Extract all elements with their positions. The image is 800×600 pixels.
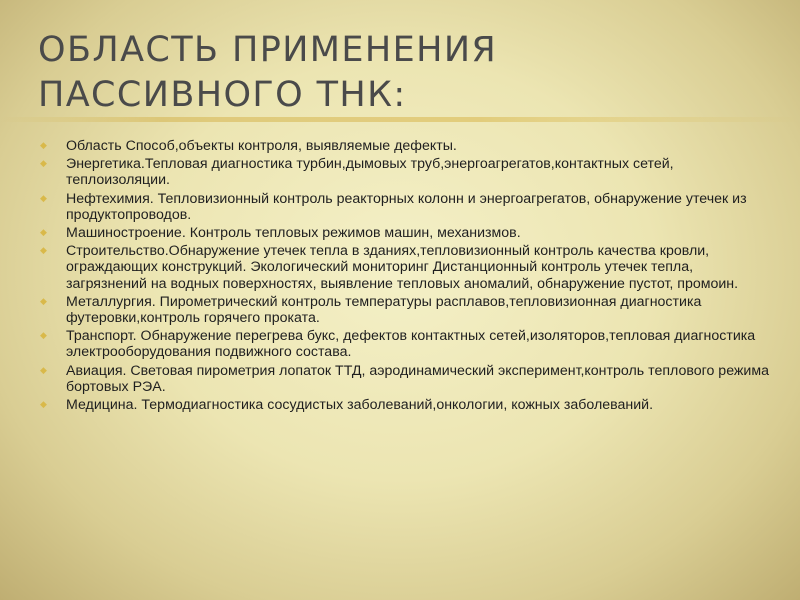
list-item (40, 397, 775, 413)
list-item (40, 328, 775, 360)
list-item-text: Строительство.Обнаружение утечек тепла в зданиях,тепловизионный контроль качества кровли, ограждающих конструкций. Экологический мониторинг Дистанционный контроль утечек тепла, загрязнений на водных поверхностях, выявление тепловых аномалий, обнаружение пустот, промоин. (66, 243, 739, 292)
list-item (40, 225, 775, 241)
list-item (40, 191, 775, 223)
diamond-bullet-icon: ◆ (40, 330, 47, 341)
list-item (40, 156, 775, 188)
diamond-bullet-icon: ◆ (40, 192, 47, 203)
list-item-text: Машиностроение. Контроль тепловых режимов машин, механизмов. (66, 225, 521, 242)
list-item (40, 138, 775, 154)
list-item-text: Авиация. Световая пирометрия лопаток ТТД, аэродинамический эксперимент,контроль теплового режима бортовых РЭА. (66, 362, 769, 395)
list-item-text: Металлургия. Пирометрический контроль температуры расплавов,тепловизионная диагностика футеровки,контроль горячего проката. (66, 293, 702, 327)
diamond-bullet-icon: ◆ (40, 399, 47, 410)
diamond-bullet-icon: ◆ (40, 227, 47, 238)
content-list (40, 138, 775, 415)
list-item (40, 243, 775, 292)
list-item-text: Транспорт. Обнаружение перегрева букс, дефектов контактных сетей,изоляторов,тепловая диагностика электрооборудования подвижного состава. (66, 328, 756, 361)
list-item-text: Медицина. Термодиагностика сосудистых заболеваний,онкологии, кожных заболеваний. (66, 397, 654, 414)
list-item (40, 294, 775, 326)
diamond-bullet-icon: ◆ (40, 158, 47, 169)
diamond-bullet-icon: ◆ (40, 295, 47, 306)
list-item-text: Область Способ,объекты контроля, выявляемые дефекты. (66, 138, 457, 154)
list-item (40, 363, 775, 395)
list-item-text: Энергетика.Тепловая диагностика турбин,дымовых труб,энергоагрегатов,контактных сетей, теплоизоляции. (66, 156, 674, 189)
diamond-bullet-icon: ◆ (40, 245, 47, 256)
diamond-bullet-icon: ◆ (40, 364, 47, 375)
list-item-text: Нефтехимия. Тепловизионный контроль реакторных колонн и энергоагрегатов, обнаружение утечек из продуктопроводов. (66, 190, 747, 223)
diamond-bullet-icon: ◆ (40, 140, 47, 150)
slide-title: ОБЛАСТЬ ПРИМЕНЕНИЯ ПАССИВНОГО ТНК: (38, 30, 498, 115)
title-divider (0, 117, 800, 122)
